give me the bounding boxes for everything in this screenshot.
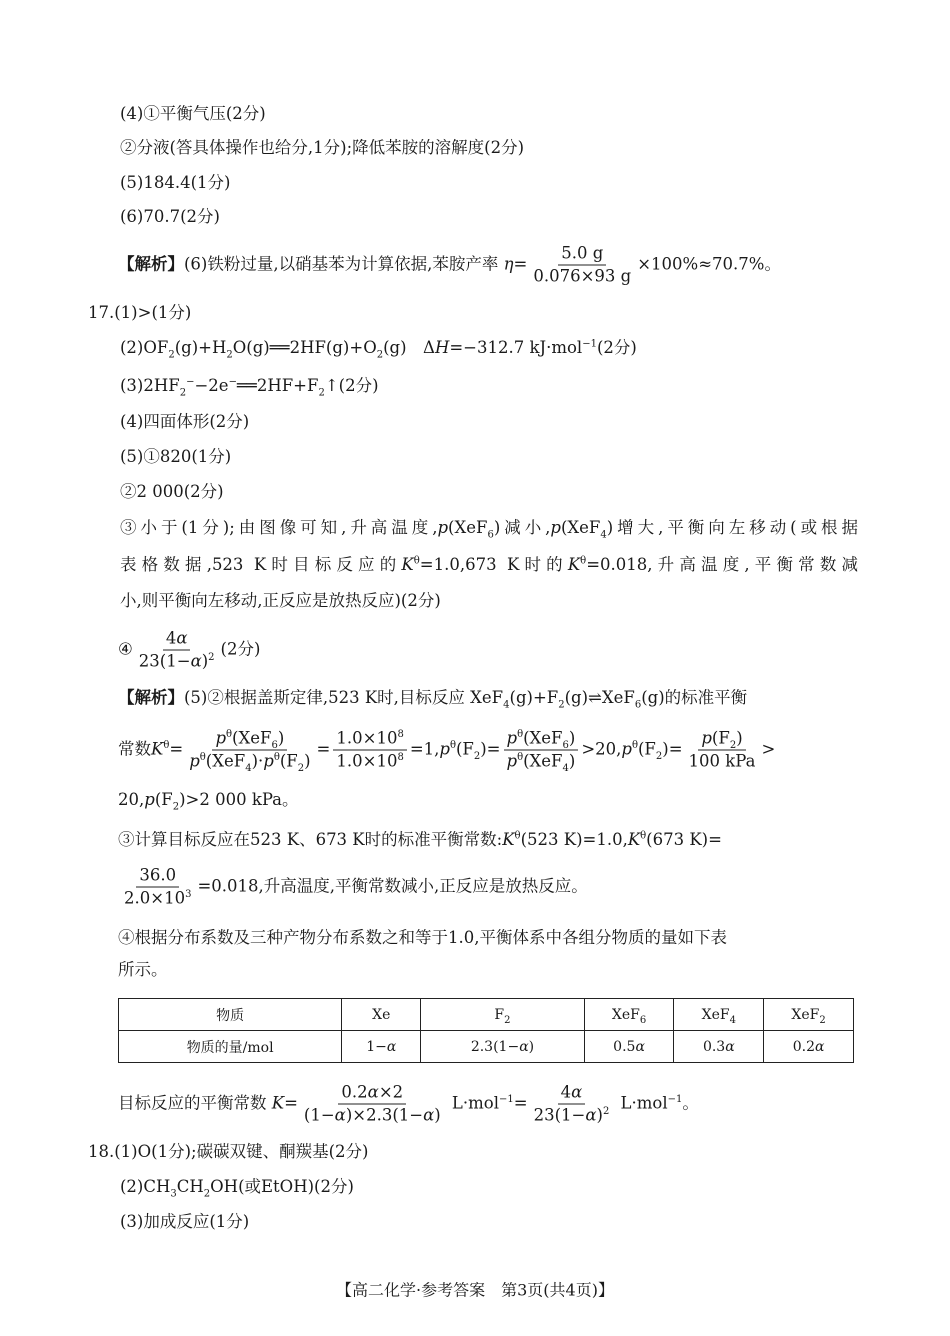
text-segment: )	[528, 1038, 535, 1055]
text-segment: )	[596, 1105, 603, 1125]
analysis-17-5-4	[118, 928, 727, 948]
text-segment: =	[513, 1093, 528, 1113]
answer-18-1	[88, 1142, 368, 1162]
superscript: θ	[413, 555, 420, 567]
subscript: 2	[655, 750, 663, 762]
fraction-numerator	[212, 728, 287, 751]
fraction-numerator	[698, 728, 745, 751]
text-segment: =	[513, 254, 528, 274]
text-segment: )=	[662, 739, 683, 759]
text-segment: (673 K)=	[646, 830, 722, 849]
subscript: 2	[203, 1188, 211, 1200]
text-segment: >	[761, 739, 776, 759]
text-segment: (4)①平衡气压(2分)	[120, 104, 266, 123]
fraction-numerator	[333, 728, 406, 751]
text-segment: (F	[711, 728, 730, 748]
answer-16-6	[120, 207, 220, 227]
subscript: 4	[503, 699, 510, 711]
math-variable: K	[401, 555, 414, 574]
text-segment: 2.0×10	[124, 888, 186, 908]
superscript: −	[186, 376, 195, 388]
table-cell	[119, 999, 342, 1031]
text-segment: XeF	[611, 1006, 640, 1023]
subscript: 4	[600, 529, 607, 541]
text-segment: 0.5	[613, 1038, 636, 1055]
text-segment: (XeF	[523, 751, 563, 771]
fraction-numerator	[504, 728, 579, 751]
fraction	[186, 728, 313, 773]
text-segment: OH(或EtOH)(2分)	[210, 1177, 354, 1196]
text-segment: 物质	[216, 1007, 245, 1024]
text-segment: 17.(1)>(1分)	[88, 303, 192, 322]
superscript: −1	[667, 1094, 683, 1105]
text-segment: L·mol	[446, 1093, 499, 1113]
table-cell	[421, 999, 584, 1031]
table-cell	[584, 1031, 674, 1063]
text-segment: 1.0×10	[336, 728, 398, 748]
text-segment: O(g)══2HF(g)+O	[232, 338, 377, 357]
superscript: 2	[208, 652, 215, 663]
subscript: 6	[634, 699, 642, 711]
table-cell	[674, 1031, 764, 1063]
subscript: 2	[226, 349, 233, 361]
subscript: 6	[487, 529, 494, 541]
fraction-denominator	[333, 751, 406, 773]
table-cell	[764, 999, 854, 1031]
fraction	[530, 243, 634, 288]
fraction-denominator	[530, 266, 634, 288]
text-segment: Xe	[372, 1006, 391, 1023]
text-segment: ②分液(答具体操作也给分,1分);降低苯胺的溶解度(2分)	[120, 138, 525, 157]
math-variable: p	[550, 518, 561, 537]
answer-17-1	[88, 303, 191, 323]
text-segment: (1−	[303, 1105, 335, 1125]
text-segment: )·	[251, 751, 264, 771]
text-segment: (5)①820(1分)	[120, 447, 232, 466]
superscript: θ	[226, 729, 233, 740]
text-segment: )	[434, 1105, 441, 1125]
text-segment: (2分)	[596, 338, 637, 357]
table-cell	[342, 1031, 421, 1063]
math-variable: α	[386, 1038, 397, 1055]
text-segment: (XeF	[205, 751, 246, 771]
math-variable: K	[271, 1093, 285, 1113]
superscript: 2	[602, 1106, 610, 1117]
text-segment: =−312.7 kJ·mol	[449, 338, 583, 357]
text-segment: 所示。	[118, 960, 168, 979]
text-segment: ×2	[378, 1082, 404, 1102]
fraction-denominator	[136, 651, 218, 673]
subscript: 2	[297, 762, 305, 774]
superscript: θ	[640, 830, 647, 842]
text-segment: ↑(2分)	[324, 376, 379, 395]
superscript: θ	[199, 752, 206, 763]
answer-17-5-1	[120, 447, 231, 467]
text-segment: 小,则平衡向左移动,正反应是放热反应)(2分)	[120, 591, 441, 610]
fraction-denominator	[186, 751, 313, 773]
text-segment: (F	[154, 790, 173, 809]
fraction	[531, 1082, 613, 1127]
fraction	[136, 628, 218, 673]
superscript: θ	[514, 830, 521, 842]
math-variable: p	[701, 728, 712, 748]
analysis-17-5-3	[118, 830, 722, 850]
fraction	[333, 728, 406, 773]
answer-17-5-3	[120, 518, 859, 541]
math-variable: α	[334, 1105, 346, 1125]
text-segment: =1,	[409, 739, 440, 759]
text-segment: =	[284, 1093, 298, 1113]
text-segment: 2.3(1−	[470, 1038, 520, 1055]
text-segment: ④	[118, 639, 133, 659]
text-segment: 常数	[118, 739, 151, 759]
math-variable: p	[215, 728, 227, 748]
table-cell	[119, 1031, 342, 1063]
text-segment: )×2.3(1−	[345, 1105, 424, 1125]
table-cell	[764, 1031, 854, 1063]
subscript: 2	[168, 349, 175, 361]
text-segment: ×100%≈70.7%。	[637, 254, 781, 274]
table-row	[119, 1031, 854, 1063]
math-variable: α	[635, 1038, 645, 1055]
subscript: 2	[558, 699, 565, 711]
text-segment: ③小于(1分);由图像可知,升高温度,	[120, 518, 438, 537]
fraction	[301, 1082, 444, 1127]
superscript: θ	[273, 752, 280, 763]
analysis-17-5-2	[118, 688, 748, 711]
subscript: 4	[729, 1014, 736, 1026]
text-segment: (g)+F	[509, 688, 559, 707]
subscript: 2	[473, 750, 481, 762]
text-segment: )=	[480, 739, 501, 759]
math-variable: α	[423, 1105, 435, 1125]
fraction-numerator	[558, 1082, 586, 1105]
answer-16-4-2	[120, 138, 524, 158]
text-segment: 1.0×10	[336, 751, 398, 771]
analysis-17-5-4-cont	[118, 960, 168, 980]
math-variable: α	[519, 1038, 529, 1055]
text-segment: 36.0	[139, 865, 177, 885]
analysis-16-6	[118, 243, 781, 288]
answer-17-5-3-end	[120, 591, 441, 611]
superscript: θ	[580, 555, 587, 567]
text-segment: =1.0,673 K时的	[419, 555, 568, 574]
math-variable: α	[190, 651, 202, 671]
text-segment: (F	[638, 739, 656, 759]
superscript: θ	[631, 740, 638, 751]
text-segment: 。	[682, 1093, 699, 1113]
text-segment: (g)的标准平衡	[641, 688, 748, 707]
analysis-label: 【解析】	[118, 688, 184, 707]
text-segment: CH	[176, 1177, 204, 1196]
math-variable: α	[176, 628, 188, 648]
table-row	[119, 999, 854, 1031]
math-variable: K	[627, 830, 641, 849]
superscript: −	[228, 376, 237, 388]
text-segment: )	[277, 728, 285, 748]
answer-17-4	[120, 412, 249, 432]
math-variable: α	[814, 1038, 825, 1055]
text-segment: 1−	[366, 1038, 387, 1055]
superscript: 8	[397, 752, 404, 763]
text-segment: (3)加成反应(1分)	[120, 1212, 250, 1231]
table-cell	[674, 999, 764, 1031]
math-variable: p	[263, 751, 274, 771]
fraction-numerator	[136, 865, 179, 888]
math-variable: p	[439, 739, 450, 759]
math-variable: η	[503, 254, 514, 274]
text-segment: (F	[455, 739, 474, 759]
answer-17-5-3-cont	[120, 555, 858, 575]
subscript: 2	[172, 801, 180, 813]
fraction-numerator	[163, 628, 191, 651]
analysis-label: 【解析】	[118, 254, 184, 274]
text-segment: 0.076×93 g	[533, 266, 632, 286]
fraction	[121, 865, 194, 910]
analysis-17-5-3-cont	[118, 865, 588, 910]
text-segment: −2e	[194, 376, 229, 395]
text-segment: ②2 000(2分)	[120, 482, 224, 501]
text-segment: (g)⇌XeF	[564, 688, 635, 707]
superscript: θ	[449, 740, 456, 751]
analysis-17-result	[118, 790, 299, 813]
text-segment: 表格数据,523 K时目标反应的	[120, 555, 402, 574]
text-segment: =	[316, 739, 331, 759]
superscript: −1	[582, 338, 597, 350]
text-segment: )减小,	[493, 518, 551, 537]
subscript: 2	[179, 387, 187, 399]
superscript: 8	[397, 729, 404, 740]
text-segment: (3)2HF	[120, 376, 180, 395]
text-segment: =0.018,升高温度,平衡常数减	[586, 555, 858, 574]
text-segment: =0.018,升高温度,平衡常数减小,正反应是放热反应。	[197, 876, 588, 896]
text-segment: 23(1−	[533, 1105, 586, 1125]
text-segment: (6)铁粉过量,以硝基苯为计算依据,苯胺产率	[184, 254, 504, 274]
subscript: 6	[271, 739, 278, 751]
text-segment: F	[494, 1006, 505, 1023]
fraction-denominator	[121, 888, 194, 910]
fraction-denominator	[531, 1105, 613, 1127]
math-variable: p	[437, 518, 449, 537]
math-variable: p	[506, 728, 518, 748]
text-segment: =	[169, 739, 184, 759]
math-variable: α	[725, 1038, 735, 1055]
text-segment: )	[201, 651, 209, 671]
text-segment: 0.2	[792, 1038, 815, 1055]
text-segment: (4)四面体形(2分)	[120, 412, 250, 431]
subscript: 6	[562, 739, 569, 751]
text-segment: )	[736, 728, 743, 748]
math-variable: K	[567, 555, 581, 574]
answer-16-4	[120, 104, 266, 124]
text-segment: (XeF	[560, 518, 601, 537]
math-variable: α	[571, 1082, 583, 1102]
math-variable: K	[502, 830, 515, 849]
subscript: 4	[562, 762, 569, 774]
text-segment: 0.3	[702, 1038, 726, 1055]
text-segment: 100 kPa	[688, 751, 756, 771]
fraction	[686, 728, 759, 773]
text-segment: (2)OF	[120, 338, 169, 357]
math-variable: p	[144, 790, 155, 809]
math-variable: p	[506, 751, 518, 771]
answer-18-2	[120, 1177, 354, 1200]
superscript: θ	[517, 752, 524, 763]
text-segment: ④根据分布系数及三种产物分布系数之和等于1.0,平衡体系中各组分物质的量如下表	[118, 928, 727, 947]
text-segment: 18.(1)O(1分);碳碳双键、酮羰基(2分)	[88, 1142, 369, 1161]
subscript: 6	[639, 1014, 647, 1026]
text-segment: 0.2	[341, 1082, 368, 1102]
table-cell	[342, 999, 421, 1031]
text-segment: >20,	[581, 739, 622, 759]
fraction-denominator	[504, 751, 579, 773]
math-variable: p	[621, 739, 632, 759]
text-segment: )	[304, 751, 311, 771]
superscript: θ	[163, 740, 170, 751]
answer-17-3	[120, 376, 379, 399]
answer-18-3	[120, 1212, 249, 1232]
text-segment: L·mol	[615, 1093, 668, 1113]
answer-17-5-2	[120, 482, 224, 502]
answer-17-5-4	[118, 628, 260, 673]
fraction-denominator	[686, 751, 759, 773]
superscript: 3	[185, 889, 192, 900]
text-segment: (F	[279, 751, 298, 771]
page-footer: 【高二化学·参考答案 第3页(共4页)】	[336, 1280, 614, 1300]
math-variable: α	[585, 1105, 597, 1125]
text-segment: (XeF	[232, 728, 272, 748]
table-cell	[421, 1031, 584, 1063]
text-segment: 物质的量/mol	[186, 1039, 274, 1056]
math-variable: p	[189, 751, 200, 771]
text-segment: (g) Δ	[383, 338, 435, 357]
text-segment: )>2 000 kPa。	[179, 790, 299, 809]
superscript: −1	[499, 1094, 514, 1105]
amount-table	[118, 998, 854, 1063]
subscript: 2	[318, 387, 325, 399]
text-segment: (XeF	[523, 728, 563, 748]
fraction	[504, 728, 579, 773]
text-segment: (5)184.4(1分)	[120, 173, 231, 192]
fraction-denominator	[301, 1105, 444, 1127]
answer-16-5	[120, 173, 230, 193]
text-segment: (2分)	[220, 639, 261, 659]
answer-17-2	[120, 338, 637, 361]
subscript: 4	[245, 762, 252, 774]
text-segment: XeF	[791, 1006, 820, 1023]
text-segment: (523 K)=1.0,	[520, 830, 628, 849]
text-segment: (XeF	[448, 518, 488, 537]
text-segment: ══2HF+F	[236, 376, 319, 395]
table-cell	[584, 999, 674, 1031]
text-segment: (5)②根据盖斯定律,523 K时,目标反应 XeF	[184, 688, 504, 707]
text-segment: (6)70.7(2分)	[120, 207, 220, 226]
superscript: θ	[517, 729, 524, 740]
text-segment: 23(1−	[138, 651, 191, 671]
subscript: 2	[819, 1014, 826, 1026]
math-variable: α	[367, 1082, 379, 1102]
text-segment: XeF	[701, 1006, 730, 1023]
text-segment: 20,	[118, 790, 145, 809]
text-segment: (g)+H	[174, 338, 227, 357]
text-segment: 4	[165, 628, 177, 648]
analysis-17-equilibrium-constant	[118, 1082, 699, 1127]
math-variable: K	[151, 739, 164, 759]
text-segment: ③计算目标反应在523 K、673 K时的标准平衡常数:	[118, 830, 503, 849]
subscript: 2	[376, 349, 384, 361]
text-segment: )增大,平衡向左移动(或根据	[606, 518, 859, 537]
math-variable: H	[434, 338, 450, 357]
text-segment: (2)CH	[120, 1177, 171, 1196]
text-segment: 目标反应的平衡常数	[118, 1093, 272, 1113]
subscript: 2	[729, 739, 737, 751]
text-segment: )	[568, 728, 576, 748]
fraction-numerator	[558, 243, 606, 266]
fraction-numerator	[338, 1082, 406, 1105]
subscript: 3	[170, 1188, 177, 1200]
text-segment: 4	[560, 1082, 572, 1102]
text-segment: 5.0 g	[561, 243, 604, 263]
subscript: 2	[504, 1014, 511, 1026]
text-segment: )	[568, 751, 576, 771]
analysis-17-equation	[118, 728, 775, 773]
